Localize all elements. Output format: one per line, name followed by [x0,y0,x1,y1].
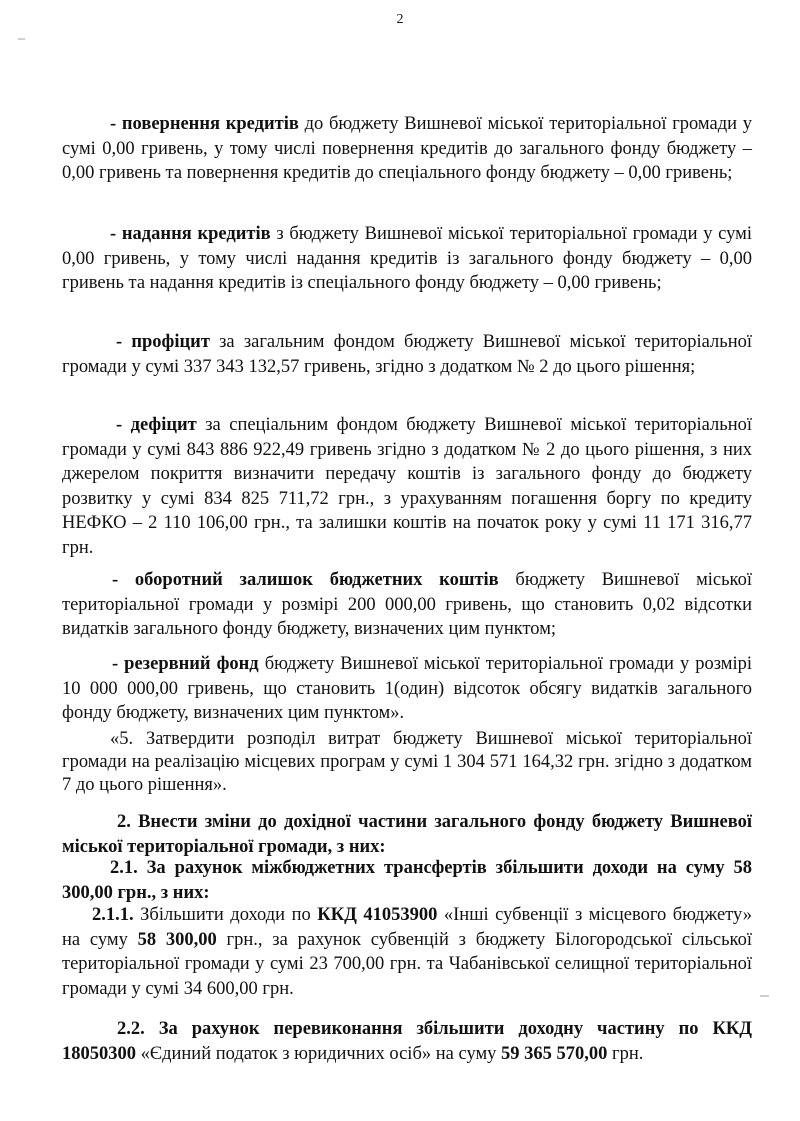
margin-mark [18,38,25,40]
paragraph-text: Збільшити доходи по [133,905,318,925]
paragraph-text: «Інші субвенції з місцевого бюджету» на суму [62,905,752,950]
section-2-1-1-number: 2.1.1. [92,905,134,925]
margin-mark [760,995,769,997]
paragraph-section-2-1 [62,856,752,905]
paragraph-text: за спеціальним фондом бюджету Вишневої міської територіальної громади у сумі 843 886 922,49 гривень згідно з додатком № 2 до цього рішення, з них джерелом покриття визначити передачу коштів із загального фонду до бюджету розвитку у сумі 834 825 711,72 грн., з урахуванням погашення боргу по кредиту НЕФКО – 2 110 106,00 грн., та залишки коштів на початок року у сумі 11 171 316,77 грн. [62,415,752,558]
section-2-heading: 2. Внести зміни до дохідної частини загального фонду бюджету Вишневої міської територіальної громади, з них: [62,812,752,857]
term-working-balance: - оборотний залишок бюджетних коштів [112,570,499,590]
section-2-2-heading: 2.2. За рахунок перевиконання збільшити доходну частину по ККД 18050300 [62,1019,752,1064]
paragraph-text: до бюджету Вишневої міської територіальної громади у сумі 0,00 гривень, у тому числі повернення кредитів до загального фонду бюджету – 0,00 гривень та повернення кредитів до спеціального фонду бюджету – 0,00 гривень; [62,114,752,183]
term-deficit: - дефіцит [116,415,197,435]
paragraph-section-2-2 [62,1017,752,1066]
paragraph-loan-issuance [62,222,752,296]
paragraph-text: з бюджету Вишневої міської територіальної громади у сумі 0,00 гривень, у тому числі надання кредитів із загального фонду бюджету – 0,00 гривень та надання кредитів із спеціального фонду бюджету – 0,00 гривень; [62,224,753,293]
paragraph-deficit [62,413,752,560]
term-surplus: - профіцит [116,332,210,352]
section-2-1-heading: 2.1. За рахунок міжбюджетних трансфертів збільшити доходи на суму 58 300,00 грн., з них: [62,858,752,903]
paragraph-text: «Єдиний податок з юридичних осіб» на суму [136,1043,502,1064]
paragraph-section-2-1-1 [62,903,752,1001]
paragraph-working-balance [62,568,752,642]
paragraph-text: бюджету Вишневої міської територіальної громади у розмірі 10 000 000,00 гривень, що становить 1(один) відсоток обсягу видатків загального фонду бюджету, визначених цим пунктом». [62,654,752,723]
income-code: ККД 41053900 [317,905,438,925]
paragraph-loan-repayment [62,112,752,186]
term-reserve-fund: - резервний фонд [112,654,259,674]
term-loan-issuance: - надання кредитів [110,224,271,244]
paragraph-text: бюджету Вишневої міської територіальної громади у розмірі 200 000,00 гривень, що становить 0,02 відсотки видатків загального фонду бюджету, визначених цим пунктом; [62,570,752,639]
paragraph-text: грн. [607,1043,644,1064]
paragraph-section-2 [62,810,752,859]
term-loan-repayment: - повернення кредитів [110,114,299,134]
amount: 58 300,00 [137,929,217,950]
page-number: 2 [396,12,404,27]
paragraph-text: «5. Затвердити розподіл витрат бюджету Вишневої міської територіальної громади на реалізацію місцевих програм у сумі 1 304 571 164,32 грн. згідно з додатком 7 до цього рішення». [62,729,752,795]
paragraph-surplus [62,330,752,379]
paragraph-point-5 [62,728,752,797]
paragraph-reserve-fund [62,652,752,726]
paragraph-text: за загальним фондом бюджету Вишневої міської територіальної громади у сумі 337 343 132,57 гривень, згідно з додатком № 2 до цього рішення; [62,332,752,377]
paragraph-text: грн., за рахунок субвенцій з бюджету Білогородської сільської територіальної громади у сумі 23 700,00 грн. та Чабанівської селищної територіальної громади у сумі 34 600,00 грн. [62,929,752,999]
amount: 59 365 570,00 [501,1043,608,1064]
